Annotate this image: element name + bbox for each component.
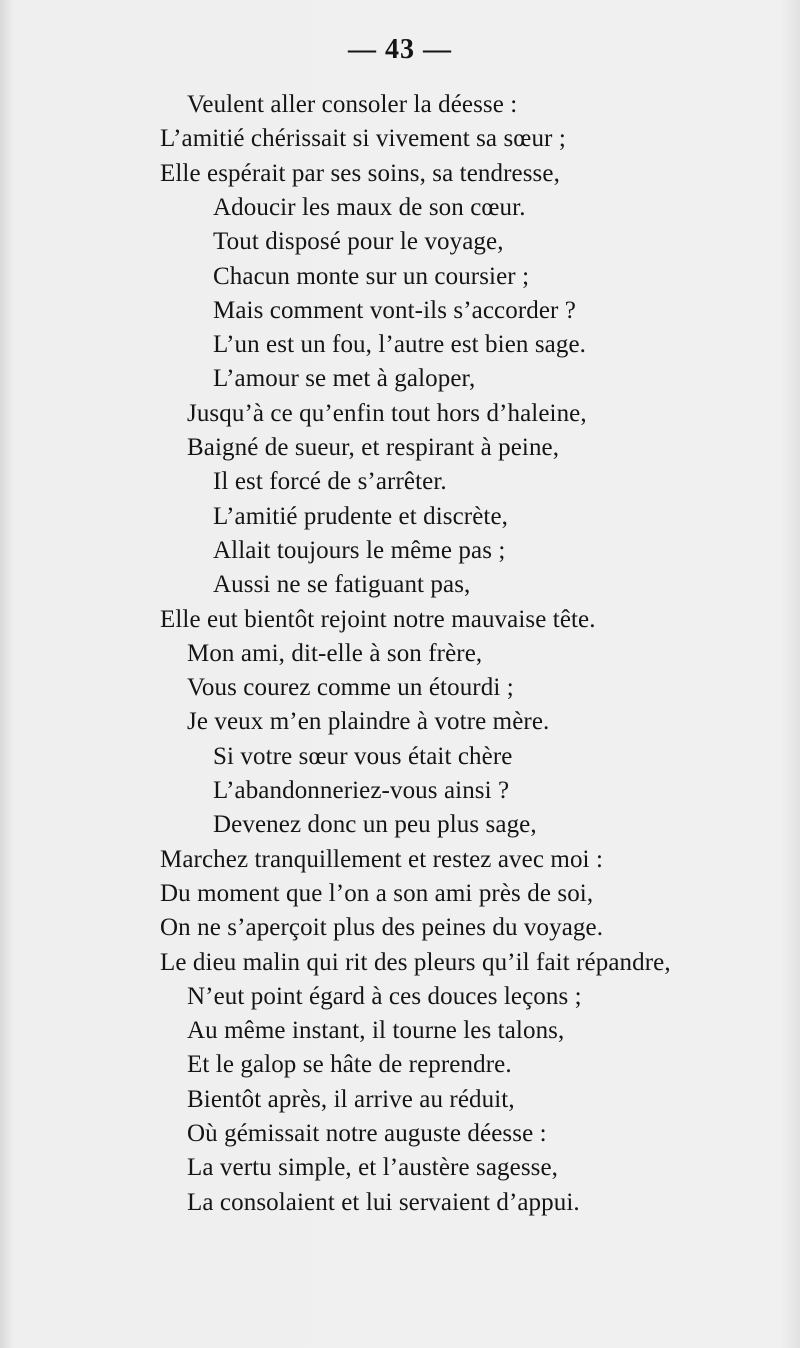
poem-line: Au même instant, il tourne les talons,: [187, 1017, 565, 1045]
poem-line: N’eut point égard à ces douces leçons ;: [187, 982, 582, 1010]
poem-line: L’amitié prudente et discrète,: [213, 502, 509, 530]
poem-line: Veulent aller consoler la déesse :: [187, 91, 518, 118]
poem-line: Elle espérait par ses soins, sa tendresse,: [160, 159, 560, 187]
poem-line: Du moment que l’on a son ami près de soi,: [160, 879, 594, 907]
poem-line: Chacun monte sur un coursier ;: [213, 262, 530, 290]
poem-line: On ne s’aperçoit plus des peines du voyage.: [160, 914, 604, 942]
poem-line: Marchez tranquillement et restez avec moi :: [160, 845, 603, 873]
poem-line: Vous courez comme un étourdi ;: [187, 674, 514, 702]
poem-line: L’amour se met à galoper,: [213, 365, 476, 393]
poem-line: La vertu simple, et l’austère sagesse,: [187, 1154, 559, 1182]
poem-line: Allait toujours le même pas ;: [213, 536, 506, 564]
poem-line: Mon ami, dit-elle à son frère,: [187, 639, 483, 667]
poem-line: Mais comment vont-ils s’accorder ?: [213, 296, 577, 324]
poem-line: Elle eut bientôt rejoint notre mauvaise tête.: [160, 605, 596, 633]
poem-line: Bientôt après, il arrive au réduit,: [187, 1085, 515, 1113]
poem-line: Adoucir les maux de son cœur.: [213, 193, 526, 221]
poem-line: Aussi ne se fatiguant pas,: [213, 571, 471, 599]
poem-line: Tout disposé pour le voyage,: [213, 228, 504, 256]
poem-line: Il est forcé de s’arrêter.: [213, 468, 447, 496]
poem-line: Si votre sœur vous était chère: [213, 742, 513, 770]
poem-line: L’abandonneriez-vous ainsi ?: [213, 777, 510, 804]
poem-line: L’un est un fou, l’autre est bien sage.: [213, 331, 587, 359]
poem-line: L’amitié chérissait si vivement sa sœur ;: [160, 125, 566, 153]
poem-line: Je veux m’en plaindre à votre mère.: [187, 708, 550, 736]
page-number: — 43 —: [348, 34, 452, 65]
poem-line: Et le galop se hâte de reprendre.: [187, 1051, 512, 1079]
poem-line: Jusqu’à ce qu’enfin tout hors d’haleine,: [187, 399, 587, 427]
poem-line: Devenez donc un peu plus sage,: [213, 811, 537, 839]
poem-line: La consolaient et lui servaient d’appui.: [187, 1188, 580, 1216]
poem-line: Le dieu malin qui rit des pleurs qu’il fait répandre,: [160, 948, 671, 976]
poem-line: Où gémissait notre auguste déesse :: [187, 1120, 547, 1147]
poem-line: Baigné de sueur, et respirant à peine,: [187, 434, 560, 461]
